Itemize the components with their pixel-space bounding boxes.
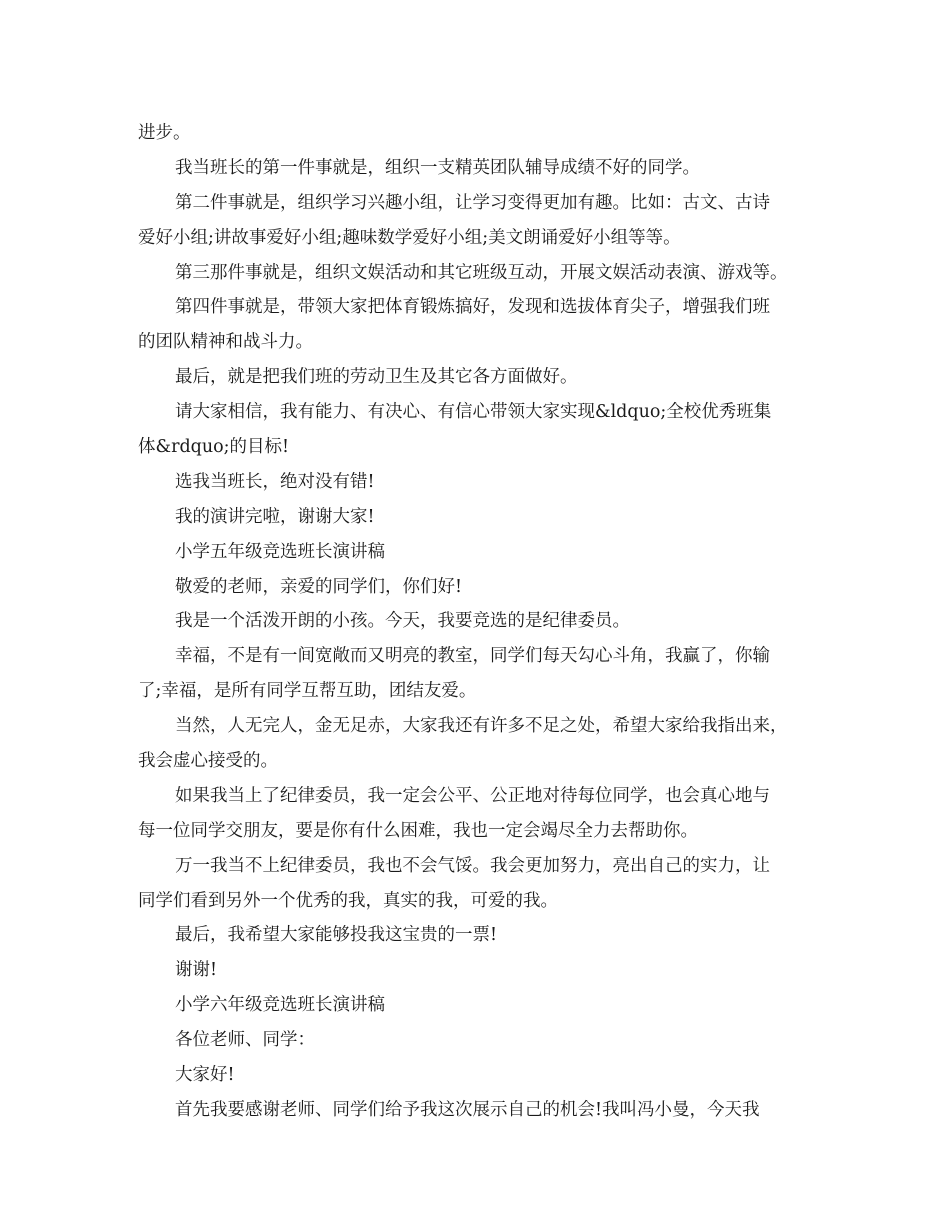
text-line: 敬爱的老师，亲爱的同学们，你们好! bbox=[175, 576, 463, 597]
text-line: 万一我当不上纪律委员，我也不会气馁。我会更加努力，亮出自己的实力，让 bbox=[175, 855, 770, 876]
text-line: 第二件事就是，组织学习兴趣小组，让学习变得更加有趣。比如：古文、古诗 bbox=[175, 192, 770, 213]
text-line: 当然，人无完人，金无足赤，大家我还有许多不足之处，希望大家给我指出来， bbox=[175, 716, 788, 737]
text-line: 同学们看到另外一个优秀的我，真实的我，可爱的我。 bbox=[138, 890, 558, 911]
text-line: 第四件事就是，带领大家把体育锻炼搞好，发现和选拔体育尖子，增强我们班 bbox=[175, 297, 770, 318]
text-line: 进步。 bbox=[138, 123, 191, 143]
text-line: 最后，就是把我们班的劳动卫生及其它各方面做好。 bbox=[175, 367, 578, 388]
text-line: 的团队精神和战斗力。 bbox=[138, 332, 313, 353]
text-line: 爱好小组;讲故事爱好小组;趣味数学爱好小组;美文朗诵爱好小组等等。 bbox=[138, 227, 681, 248]
document-body bbox=[138, 116, 812, 1128]
text-line: 我的演讲完啦，谢谢大家! bbox=[175, 506, 375, 527]
text-line: 如果我当上了纪律委员，我一定会公平、公正地对待每位同学，也会真心地与 bbox=[175, 785, 770, 806]
text-line: 谢谢! bbox=[175, 960, 218, 981]
text-line: 幸福，不是有一间宽敞而又明亮的教室，同学们每天勾心斗角，我赢了，你输 bbox=[175, 646, 770, 667]
text-line: 首先我要感谢老师、同学们给予我这次展示自己的机会!我叫冯小曼，今天我 bbox=[175, 1099, 760, 1120]
text-line: 我会虚心接受的。 bbox=[138, 751, 278, 772]
text-line: 我当班长的第一件事就是，组织一支精英团队辅导成绩不好的同学。 bbox=[175, 157, 700, 178]
text-line: 小学五年级竞选班长演讲稿 bbox=[175, 541, 385, 562]
text-line: 每一位同学交朋友，要是你有什么困难，我也一定会竭尽全力去帮助你。 bbox=[138, 820, 698, 841]
text-line: 我是一个活泼开朗的小孩。今天，我要竞选的是纪律委员。 bbox=[175, 611, 630, 632]
text-line: 最后，我希望大家能够投我这宝贵的一票! bbox=[175, 925, 498, 946]
text-line: 小学六年级竞选班长演讲稿 bbox=[175, 995, 385, 1016]
text-line: 各位老师、同学： bbox=[175, 1030, 315, 1051]
text-line: 第三那件事就是，组织文娱活动和其它班级互动，开展文娱活动表演、游戏等。 bbox=[175, 262, 788, 283]
text-line: 了;幸福，是所有同学互帮互助，团结友爱。 bbox=[138, 681, 477, 702]
text-line: 体&rdquo;的目标! bbox=[138, 437, 290, 458]
text-line: 选我当班长，绝对没有错! bbox=[175, 471, 375, 492]
text-line: 请大家相信，我有能力、有决心、有信心带领大家实现&ldquo;全校优秀班集 bbox=[175, 402, 772, 423]
text-line: 大家好! bbox=[175, 1065, 235, 1086]
